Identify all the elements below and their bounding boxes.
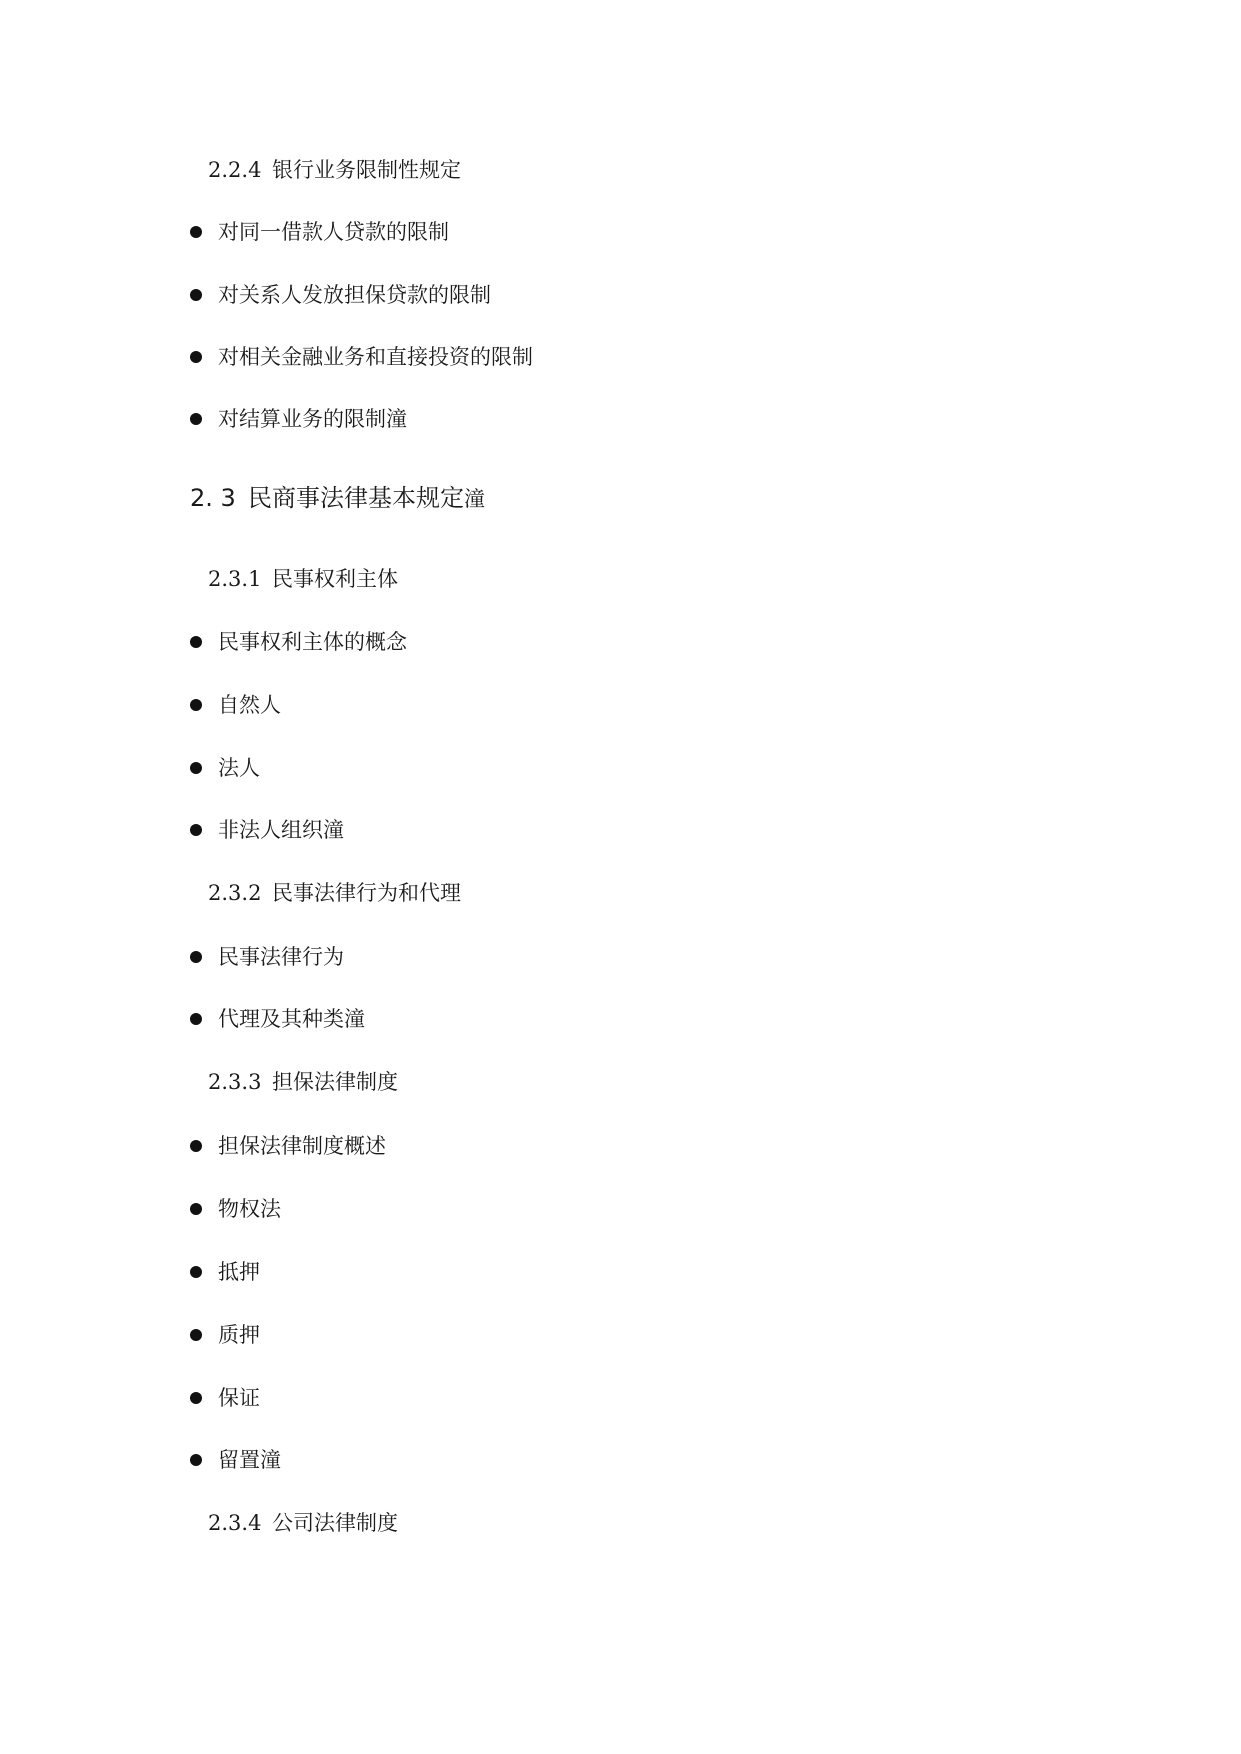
end-mark: 潼 <box>323 818 344 842</box>
section-2-3-heading <box>190 486 485 510</box>
list-item <box>190 409 407 430</box>
list-item <box>190 1388 260 1409</box>
list-item <box>190 758 260 779</box>
subsection-title: 民事法律行为和代理 <box>272 881 461 905</box>
list-item-text: 对结算业务的限制 <box>218 407 386 431</box>
end-mark: 潼 <box>260 1448 281 1472</box>
bullet-icon <box>190 1203 202 1215</box>
list-item <box>190 1199 281 1220</box>
list-item-text: 非法人组织 <box>218 818 323 842</box>
bullet-icon <box>190 289 202 301</box>
list-item-text: 质押 <box>218 1323 260 1347</box>
bullet-icon <box>190 1392 202 1404</box>
section-number: 2. 3 <box>190 484 236 512</box>
end-mark: 潼 <box>386 407 407 431</box>
subsection-2-2-4-heading <box>208 160 461 181</box>
list-item <box>190 1136 386 1157</box>
subsection-title: 银行业务限制性规定 <box>272 158 461 182</box>
list-item <box>190 820 344 841</box>
subsection-title: 担保法律制度 <box>272 1070 398 1094</box>
bullet-icon <box>190 351 202 363</box>
list-item-text: 民事权利主体的概念 <box>218 630 407 654</box>
end-mark: 潼 <box>464 487 485 511</box>
list-item-text: 留置 <box>218 1448 260 1472</box>
list-item <box>190 632 407 653</box>
subsection-number: 2.3.2 <box>208 881 262 905</box>
list-item-text: 担保法律制度概述 <box>218 1134 386 1158</box>
list-item-text: 代理及其种类 <box>218 1007 344 1031</box>
section-title: 民商事法律基本规定 <box>248 484 464 512</box>
list-item <box>190 1262 260 1283</box>
list-item-text: 法人 <box>218 756 260 780</box>
list-item <box>190 695 281 716</box>
list-item <box>190 222 449 243</box>
bullet-icon <box>190 1454 202 1466</box>
bullet-icon <box>190 226 202 238</box>
subsection-2-3-3-heading <box>208 1072 398 1093</box>
list-item <box>190 1450 281 1471</box>
bullet-icon <box>190 1329 202 1341</box>
list-item <box>190 285 491 306</box>
subsection-title: 公司法律制度 <box>272 1511 398 1535</box>
bullet-icon <box>190 636 202 648</box>
list-item-text: 对相关金融业务和直接投资的限制 <box>218 345 533 369</box>
list-item-text: 物权法 <box>218 1197 281 1221</box>
list-item-text: 对关系人发放担保贷款的限制 <box>218 283 491 307</box>
subsection-number: 2.3.1 <box>208 567 262 591</box>
list-item <box>190 947 344 968</box>
list-item-text: 自然人 <box>218 693 281 717</box>
list-item-text: 抵押 <box>218 1260 260 1284</box>
bullet-icon <box>190 1266 202 1278</box>
subsection-2-3-2-heading <box>208 883 461 904</box>
list-item <box>190 1325 260 1346</box>
bullet-icon <box>190 1140 202 1152</box>
bullet-icon <box>190 413 202 425</box>
bullet-icon <box>190 699 202 711</box>
list-item <box>190 1009 365 1030</box>
subsection-2-3-4-heading <box>208 1513 398 1534</box>
subsection-number: 2.3.3 <box>208 1070 262 1094</box>
end-mark: 潼 <box>344 1007 365 1031</box>
bullet-icon <box>190 762 202 774</box>
list-item <box>190 347 533 368</box>
subsection-2-3-1-heading <box>208 569 398 590</box>
list-item-text: 对同一借款人贷款的限制 <box>218 220 449 244</box>
bullet-icon <box>190 824 202 836</box>
bullet-icon <box>190 951 202 963</box>
list-item-text: 保证 <box>218 1386 260 1410</box>
subsection-number: 2.2.4 <box>208 158 262 182</box>
list-item-text: 民事法律行为 <box>218 945 344 969</box>
subsection-number: 2.3.4 <box>208 1511 262 1535</box>
bullet-icon <box>190 1013 202 1025</box>
subsection-title: 民事权利主体 <box>272 567 398 591</box>
